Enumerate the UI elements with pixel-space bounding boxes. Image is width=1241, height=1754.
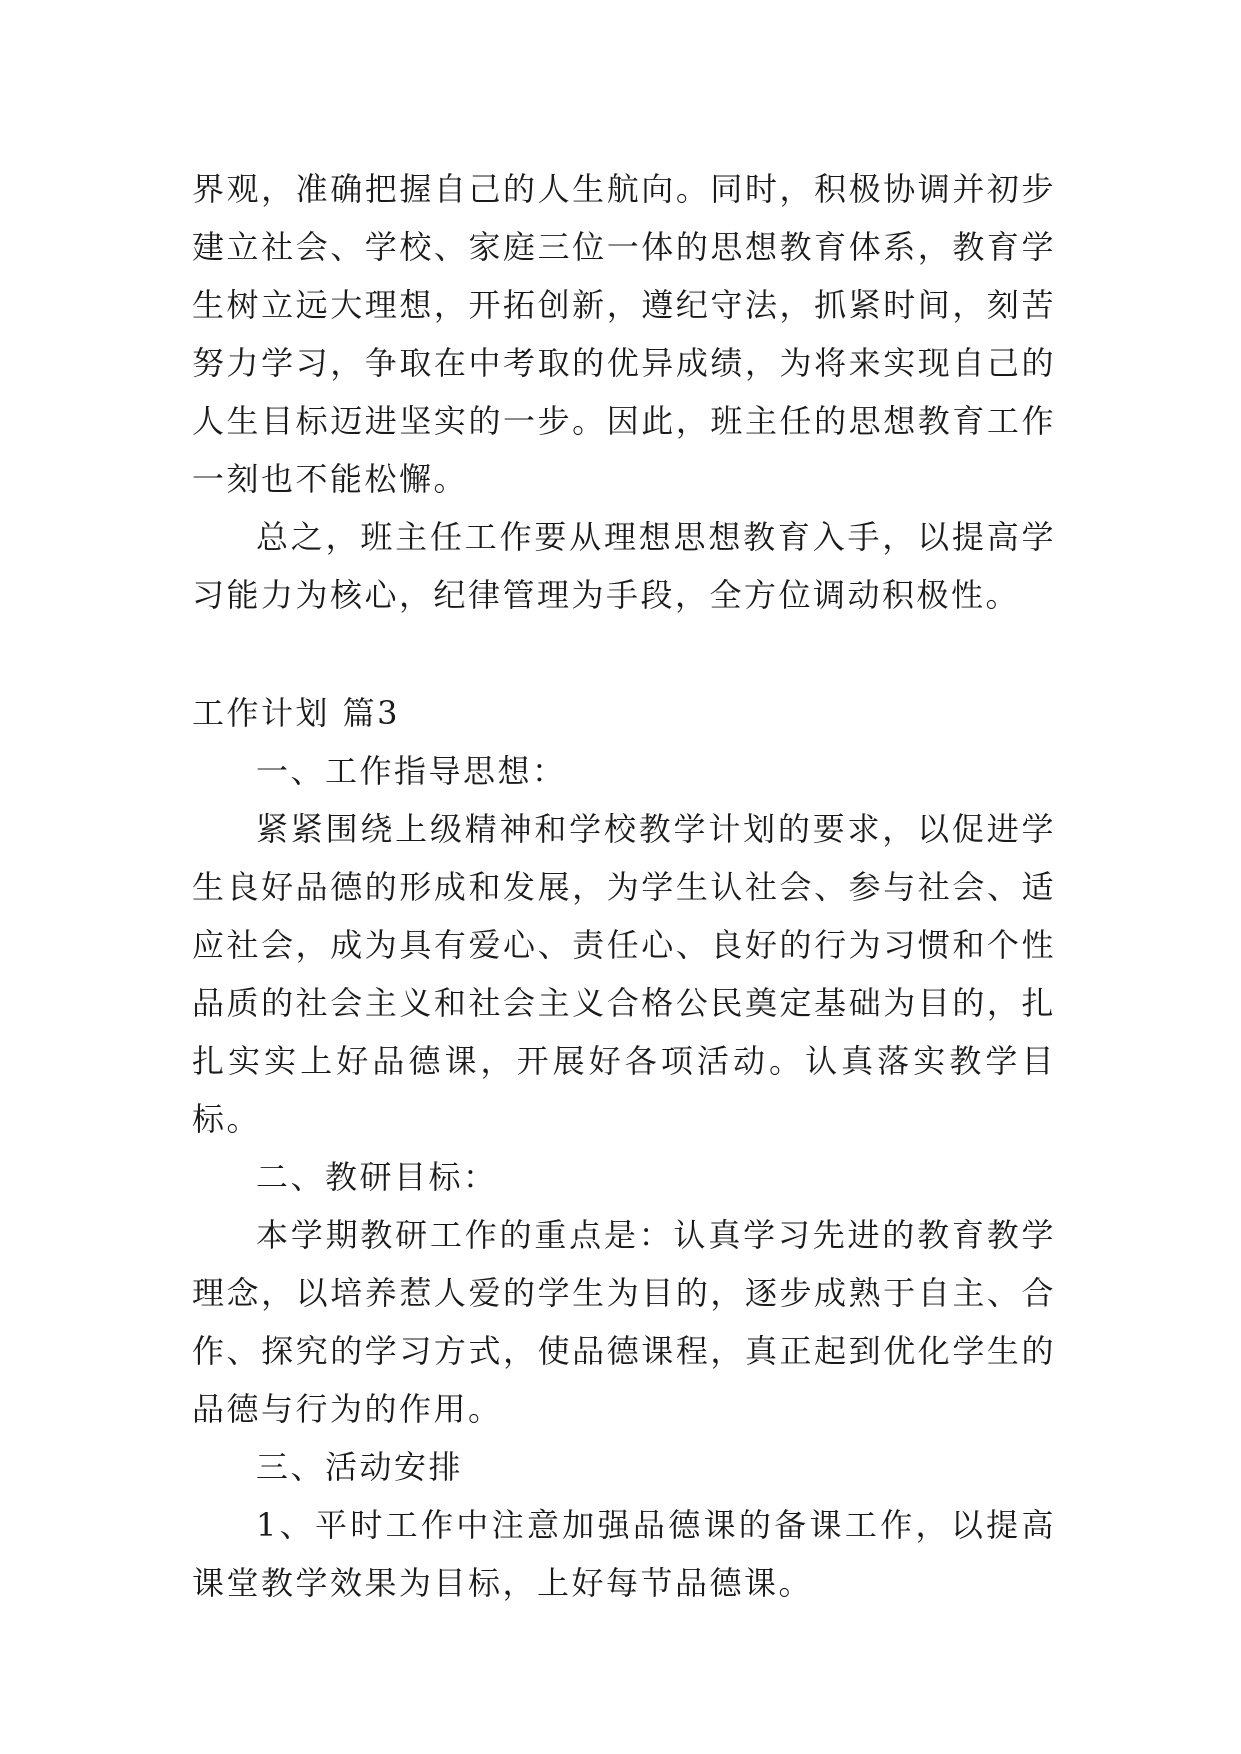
heading-guiding-thought: 一、工作指导思想： [256,752,567,790]
heading-research-goals: 二、教研目标： [256,1158,498,1196]
heading-activity-plan: 三、活动安排 [256,1448,464,1486]
paragraph-continuation: 界观，准确把握自己的人生航向。同时，积极协调并初步建立社会、学校、家庭三位一体的思想教育体系，教育学生树立远大理想，开拓创新，遵纪守法，抓紧时间，刻苦努力学习，争取在中考取的优异成绩，为将来实现自己的人生目标迈进坚实的一步。因此，班主任的思想教育工作一刻也不能松懈。 [192,170,1056,498]
section-gap [192,624,1056,684]
paragraph-summary: 总之，班主任工作要从理想思想教育入手，以提高学习能力为核心，纪律管理为手段，全方位调动积极性。 [192,518,1056,614]
paragraph-activity-item-1: 1、平时工作中注意加强品德课的备课工作，以提高课堂教学效果为目标，上好每节品德课。 [192,1506,1056,1602]
section-title: 工作计划 篇3 [192,694,401,732]
document-page [192,160,1056,1612]
paragraph-guiding-thought: 紧紧围绕上级精神和学校教学计划的要求，以促进学生良好品德的形成和发展，为学生认社会、参与社会、适应社会，成为具有爱心、责任心、良好的行为习惯和个性品质的社会主义和社会主义合格公民奠定基础为目的，扎扎实实上好品德课，开展好各项活动。认真落实教学目标。 [192,810,1056,1138]
paragraph-research-goals: 本学期教研工作的重点是：认真学习先进的教育教学理念，以培养惹人爱的学生为目的，逐步成熟于自主、合作、探究的学习方式，使品德课程，真正起到优化学生的品德与行为的作用。 [192,1216,1056,1428]
